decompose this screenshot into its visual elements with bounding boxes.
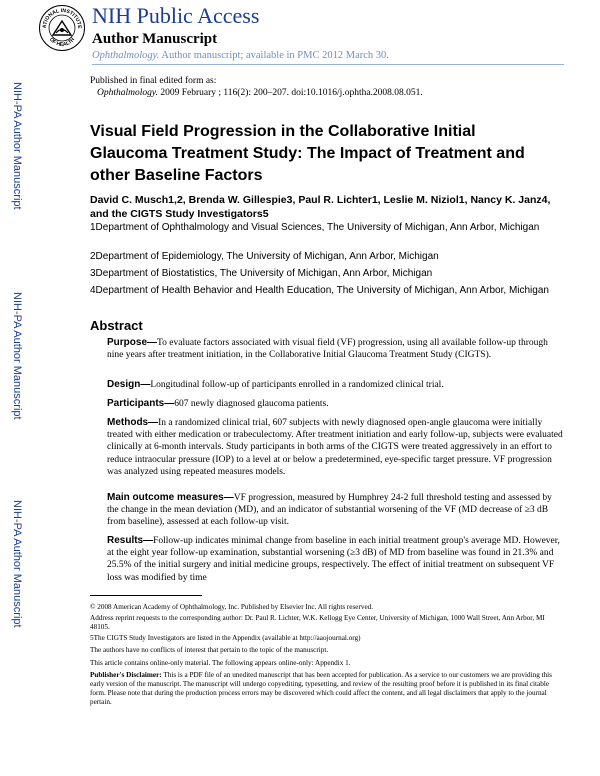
nih-logo: [38, 4, 86, 52]
section-label: Design—: [107, 379, 151, 390]
author-list: David C. Musch1,2, Brenda W. Gillespie3, Paul R. Lichter1, Leslie M. Niziol1, Nancy K. Janz4, and the CIGTS Study Investigators5: [90, 194, 551, 220]
section-text: In a randomized clinical trial, 607 subjects with newly diagnosed open-angle glaucoma were initially treated with either medication or trabeculectomy. After treatment initiation and early follow-up, subjects were evaluated clinically at 6-month intervals. Study participants in both arms of the CIGTS were treated aggressively in an effort to reduce intraocular pressure (IOP) to a level at or below a predetermined, eye-specific target pressure. VF progression was analyzed using repeated measures models.: [107, 418, 563, 477]
section-text: To evaluate factors associated with visual field (VF) progression, using all available follow-up through nine years after treatment initiation, in the Collaborative Initial Glaucoma Treatment Study (CIGTS).: [107, 338, 548, 361]
svg-text:OF HEALTH: [48, 37, 76, 49]
article-title: Visual Field Progression in the Collaborative Initial Glaucoma Treatment Study: The Impact of Treatment and other Baseline Factors: [90, 123, 525, 184]
header-divider: [92, 64, 564, 65]
disclaimer-label: Publisher's Disclaimer:: [90, 671, 162, 679]
published-in-label: Published in final edited form as:: [90, 76, 217, 86]
header-subtitle: Author Manuscript: [92, 31, 218, 47]
logo-text-bottom: OF HEALTH: [47, 36, 77, 49]
section-label: Purpose—: [107, 337, 158, 348]
header-title: NIH Public Access: [92, 3, 260, 28]
affiliation-4: 4Department of Health Behavior and Health Education, The University of Michigan, Ann Arbor, Michigan: [90, 285, 549, 296]
online-material-note: This article contains online-only material. The following appears online-only: Appendix 1.: [90, 659, 351, 667]
svg-text:NATIONAL INSTITUTES: [38, 4, 82, 29]
publisher-disclaimer: [90, 671, 565, 707]
logo-text-top: ATIONAL INSTITUTE: [41, 7, 83, 29]
copyright-notice: © 2008 American Academy of Ophthalmology, Inc. Published by Elsevier Inc. All rights reserved.: [90, 603, 374, 611]
citation-line: Ophthalmology. 2009 February ; 116(2): 200–207. doi:10.1016/j.ophtha.2008.08.051.: [97, 88, 423, 98]
abstract-heading: Abstract: [90, 318, 143, 333]
section-text: Longitudinal follow-up of participants enrolled in a randomized clinical trial.: [150, 380, 444, 390]
abstract-purpose: [107, 337, 565, 361]
abstract-methods: [107, 417, 565, 478]
conflicts-note: The authors have no conflicts of interest that pertain to the topic of the manuscript.: [90, 646, 329, 654]
affiliation-1: 1Department of Ophthalmology and Visual Sciences, The University of Michigan, Ann Arbor, Michigan: [90, 222, 540, 233]
abstract-results: [107, 535, 565, 584]
investigators-note: 5The CIGTS Study Investigators are listed in the Appendix (available at http://aaojournal.org): [90, 634, 361, 642]
affiliation-2: 2Department of Epidemiology, The University of Michigan, Ann Arbor, Michigan: [90, 251, 439, 262]
side-label-top: NIH-PA Author Manuscript: [11, 82, 23, 210]
section-text: 607 newly diagnosed glaucoma patients.: [174, 399, 329, 409]
reprint-address: Address reprint requests to the corresponding author: Dr. Paul R. Lichter, W.K. Kellogg Eye Center, University of Michigan, 1000 Wall Street, Ann Arbor, MI 48105.: [90, 614, 545, 631]
section-label: Participants—: [107, 398, 175, 409]
section-label: Results—: [107, 535, 154, 546]
section-label: Main outcome measures—: [107, 492, 234, 503]
section-text: VF progression, measured by Humphrey 24-2 full threshold testing and assessed by the change in the mean deviation (MD), and an indicator of substantial worsening of the VF (MD decrease of ≥3 dB from baseline), assessed at each follow-up visit.: [107, 493, 552, 528]
abstract-main-outcome-measures: [107, 492, 565, 529]
affiliation-3: 3Department of Biostatistics, The University of Michigan, Ann Arbor, Michigan: [90, 268, 433, 279]
section-label: Methods—: [107, 417, 159, 428]
disclaimer-text: This is a PDF file of an unedited manuscript that has been accepted for publication. As a service to our customers we are providing this early version of the manuscript. The manuscript will undergo copyediting, typesetting, and review of the resulting proof before it is published in its final citable form. Please note that during the production process errors may be discovered which could affect the content, and all legal disclaimers that apply to the journal pertain.: [90, 671, 552, 706]
section-text: Follow-up indicates minimal change from baseline in each initial treatment group's average MD. However, at the eight year follow-up examination, substantial worsening (≥3 dB) of MD from baseline was found in 21.3% and 25.5% of the initial surgery and initial medicine groups, respectively. The effect of initial treatment on subsequent VF loss was modified by time: [107, 536, 560, 583]
side-label-middle: NIH-PA Author Manuscript: [11, 292, 23, 420]
header-journal-line: Ophthalmology. Author manuscript; available in PMC 2012 March 30.: [92, 50, 389, 61]
side-label-bottom: NIH-PA Author Manuscript: [11, 500, 23, 628]
abstract-design: [107, 379, 565, 391]
abstract-participants: [107, 398, 565, 410]
footnote-divider: [90, 595, 202, 596]
